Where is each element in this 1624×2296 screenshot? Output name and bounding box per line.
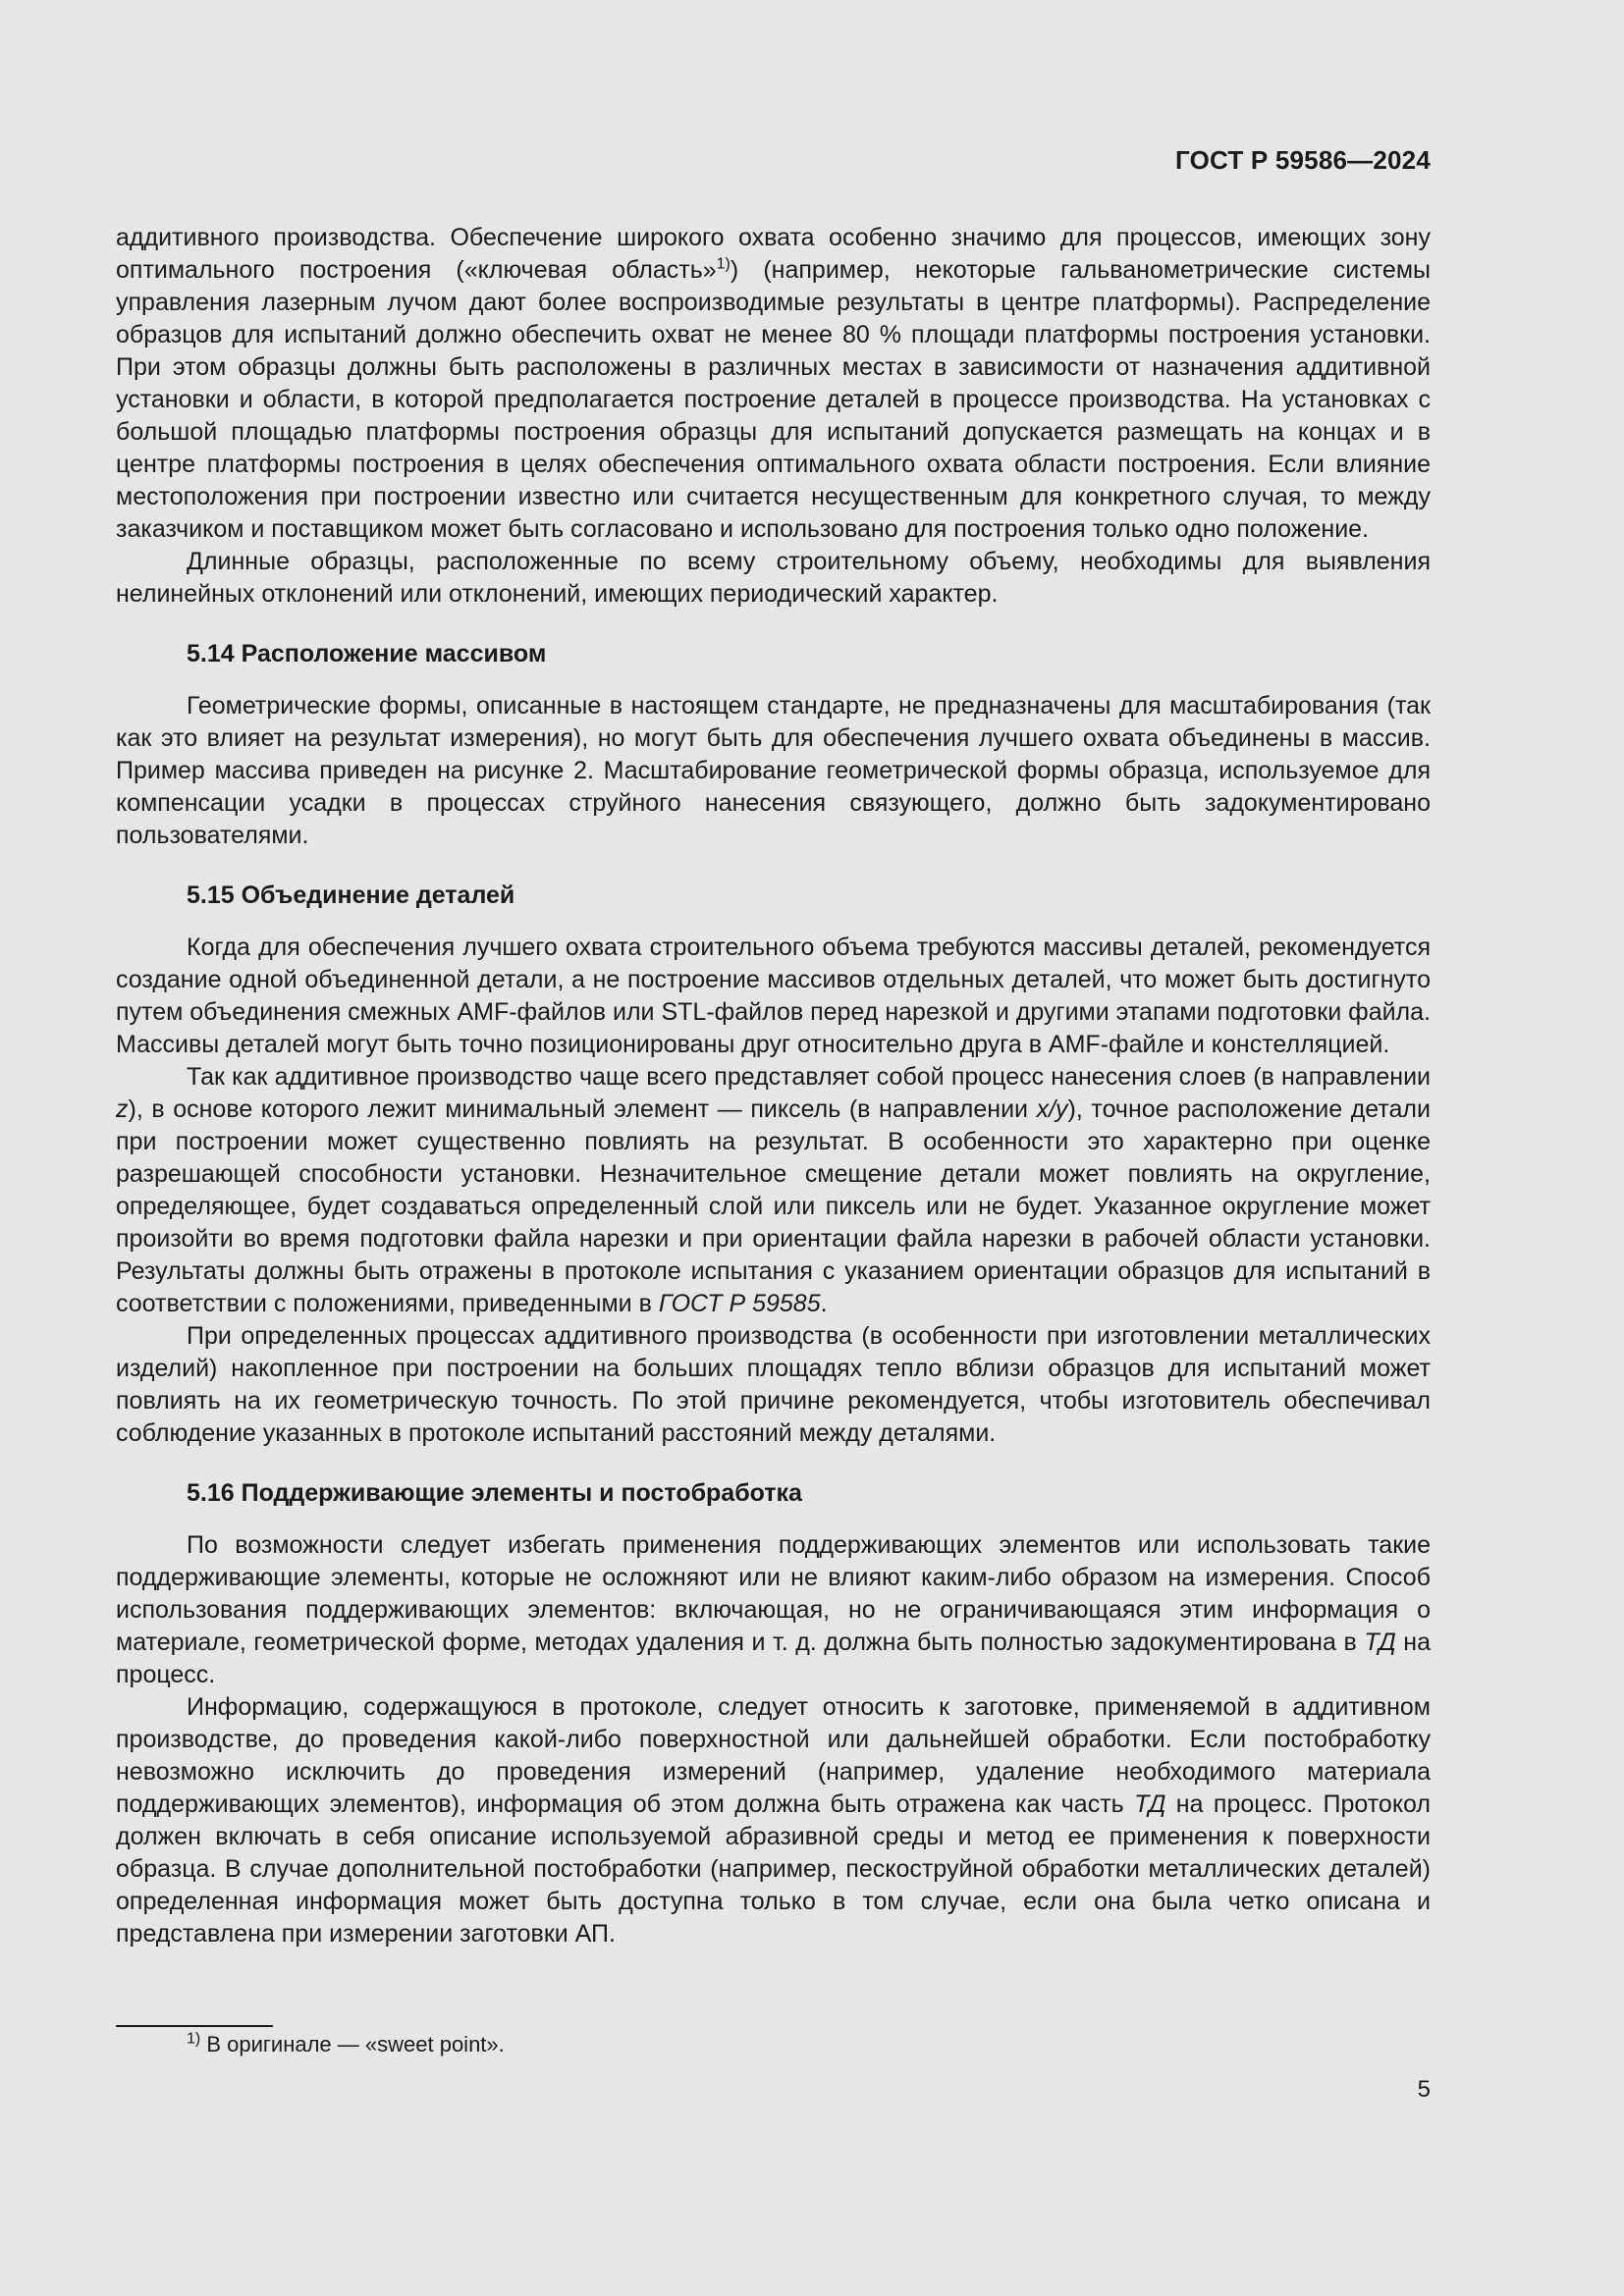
footnote: $^{1)}$ В оригинале — «sweet point». — [187, 2030, 505, 2056]
section-heading-5-14: 5.14 Расположение массивом — [187, 640, 547, 667]
page-number: 5 — [1417, 2076, 1431, 2103]
paragraph: По возможности следует избегать применения поддерживающих элементов или использовать такие поддерживающие элементы, которые не осложняют или не влияют каким-либо образом на измерения. Способ использования поддерживающих элементов: включающая, но не ограничивающаяся этим информация о материале, геометрической форме, методах удаления и т. д. должна быть полностью задокументирована в ТД на процесс. — [116, 1531, 1431, 1688]
section-heading-5-16: 5.16 Поддерживающие элементы и постобработка — [187, 1479, 802, 1507]
paragraph: При определенных процессах аддитивного производства (в особенности при изготовлении металлических изделий) накопленное при построении на больших площадях тепло вблизи образцов для испытаний может повлиять на их геометрическую точность. По этой причине рекомендуется, чтобы изготовитель обеспечивал соблюдение указанных в протоколе испытаний расстояний между деталями. — [116, 1322, 1431, 1447]
paragraph: аддитивного производства. Обеспечение широкого охвата особенно значимо для процессов, имеющих зону оптимального построения («ключевая область»$^{1)}$) (например, некоторые гальванометрические системы управления лазерным лучом дают более воспроизводимые результаты в центре платформы). Распределение образцов для испытаний должно обеспечить охват не менее 80 % площади платформы построения установки. При этом образцы должны быть расположены в различных местах в зависимости от назначения аддитивной установки и области, в которой предполагается построение деталей в процессе производства. На установках с большой площадью платформы построения образцы для испытаний допускается размещать на концах и в центре платформы построения в целях обеспечения оптимального охвата области построения. Если влияние местоположения при построении известно или считается несущественным для конкретного случая, то между заказчиком и поставщиком может быть согласовано и использовано для построения только одно положение. — [116, 224, 1431, 543]
document-header: ГОСТ Р 59586—2024 — [1175, 145, 1431, 175]
paragraph: Так как аддитивное производство чаще всего представляет собой процесс нанесения слоев (в направлении z), в основе которого лежит минимальный элемент — пиксель (в направлении x/y), точное расположение детали при построении может существенно повлиять на результат. В особенности это характерно при оценке разрешающей способности установки. Незначительное смещение детали может повлиять на округление, определяющее, будет создаваться определенный слой или пиксель или не будет. Указанное округление может произойти во время подготовки файла нарезки и при ориентации файла нарезки в рабочей области установки. Результаты должны быть отражены в протоколе испытания с указанием ориентации образцов для испытаний в соответствии с положениями, приведенными в ГОСТ Р 59585. — [116, 1063, 1431, 1317]
footnote-divider — [116, 2025, 273, 2027]
section-heading-5-15: 5.15 Объединение деталей — [187, 881, 515, 909]
footnote-ref: 1) — [716, 255, 731, 273]
document-body — [116, 222, 1431, 1950]
paragraph: Когда для обеспечения лучшего охвата строительного объема требуются массивы деталей, рекомендуется создание одной объединенной детали, а не построение массивов отдельных деталей, что может быть достигнуто путем объединения смежных AMF-файлов или STL-файлов перед нарезкой и другими этапами подготовки файла. Массивы деталей могут быть точно позиционированы друг относительно друга в AMF-файле и констелляцией. — [116, 934, 1431, 1058]
standard-reference: ГОСТ Р 59585 — [658, 1290, 821, 1317]
paragraph: Геометрические формы, описанные в настоящем стандарте, не предназначены для масштабирования (так как это влияет на результат измерения), но могут быть для обеспечения лучшего охвата объединены в массив. Пример массива приведен на рисунке 2. Масштабирование геометрической формы образца, используемое для компенсации усадки в процессах струйного нанесения связующего, должно быть задокументировано пользователями. — [116, 692, 1431, 849]
paragraph: Длинные образцы, расположенные по всему строительному объему, необходимы для выявления нелинейных отклонений или отклонений, имеющих периодический характер. — [116, 548, 1431, 608]
footnote-mark: 1) — [187, 2030, 201, 2048]
paragraph: Информацию, содержащуюся в протоколе, следует относить к заготовке, применяемой в аддитивном производстве, до проведения какой-либо поверхностной или дальнейшей обработки. Если постобработку невозможно исключить до проведения измерений (например, удаление необходимого материала поддерживающих элементов), информация об этом должна быть отражена как часть ТД на процесс. Протокол должен включать в себя описание используемой абразивной среды и метод ее применения к поверхности образца. В случае дополнительной постобработки (например, пескоструйной обработки металлических деталей) определенная информация может быть доступна только в том случае, если она была четко описана и представлена при измерении заготовки АП. — [116, 1693, 1431, 1948]
